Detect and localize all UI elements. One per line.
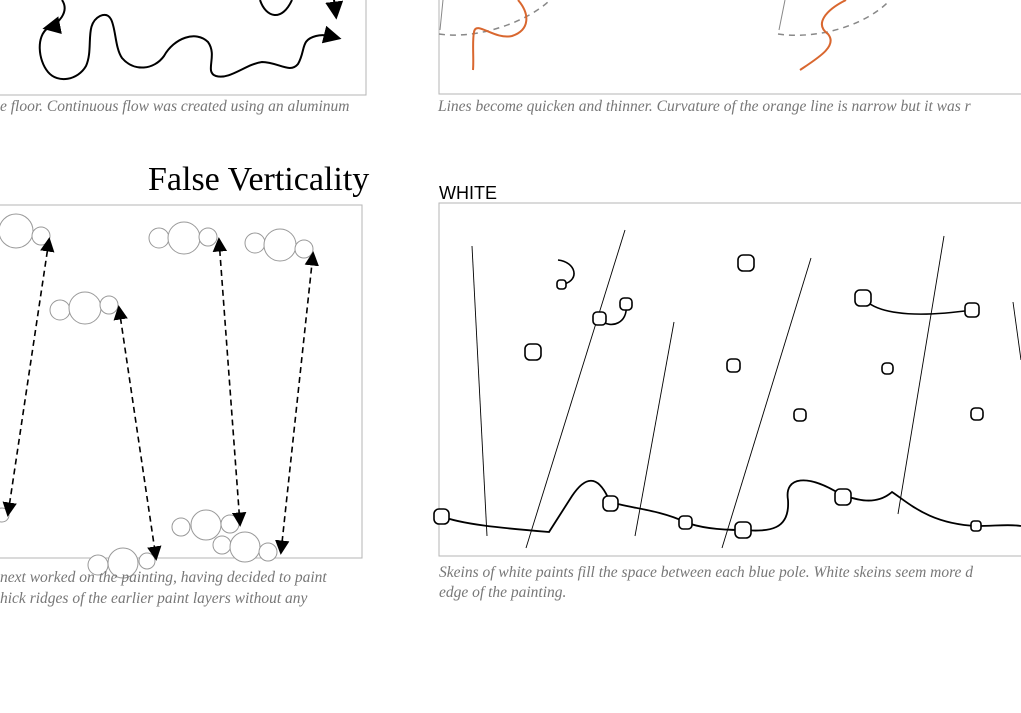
- orange-line-left: [473, 0, 526, 70]
- thin-line-left: [440, 0, 443, 30]
- flow-panel: [0, 0, 366, 95]
- curvature-panel: [439, 0, 1021, 94]
- skein-arc: [863, 298, 972, 314]
- false-verticality-panel: [0, 205, 362, 578]
- white-panel: [434, 203, 1021, 556]
- flow-panel-frame: [0, 0, 366, 95]
- white-caption-line-1: Skeins of white paints fill the space between each blue pole. White skeins seem more d: [439, 564, 974, 581]
- dashed-arc-right: [778, 0, 890, 35]
- false-verticality-caption-line-2: hick ridges of the earlier paint layers without any: [0, 590, 308, 607]
- blue-poles: [472, 230, 1021, 548]
- white-title: WHITE: [439, 183, 497, 203]
- vertical-dashed-arrows: [8, 240, 313, 558]
- paint-blob-cluster: [0, 214, 313, 578]
- dashed-arc-left: [439, 0, 550, 35]
- flow-drop-arrow: [334, 0, 336, 16]
- flow-caption: e floor. Continuous flow was created using an aluminum: [0, 98, 350, 115]
- white-caption-line-2: edge of the painting.: [439, 584, 567, 601]
- continuous-flow-line: [40, 0, 338, 79]
- false-verticality-caption-line-1: next worked on the painting, having decided to paint: [0, 569, 327, 586]
- false-verticality-frame: [0, 205, 362, 558]
- flow-loop-line: [260, 0, 292, 15]
- white-panel-frame: [439, 203, 1021, 556]
- curvature-caption: Lines become quicken and thinner. Curvature of the orange line is narrow but it was r: [438, 98, 971, 115]
- thin-line-right: [779, 0, 785, 30]
- flow-arrow-head-left: [46, 26, 56, 28]
- false-verticality-title: False Verticality: [148, 161, 370, 198]
- white-skein-line: [441, 480, 1021, 532]
- orange-line-right: [800, 0, 846, 70]
